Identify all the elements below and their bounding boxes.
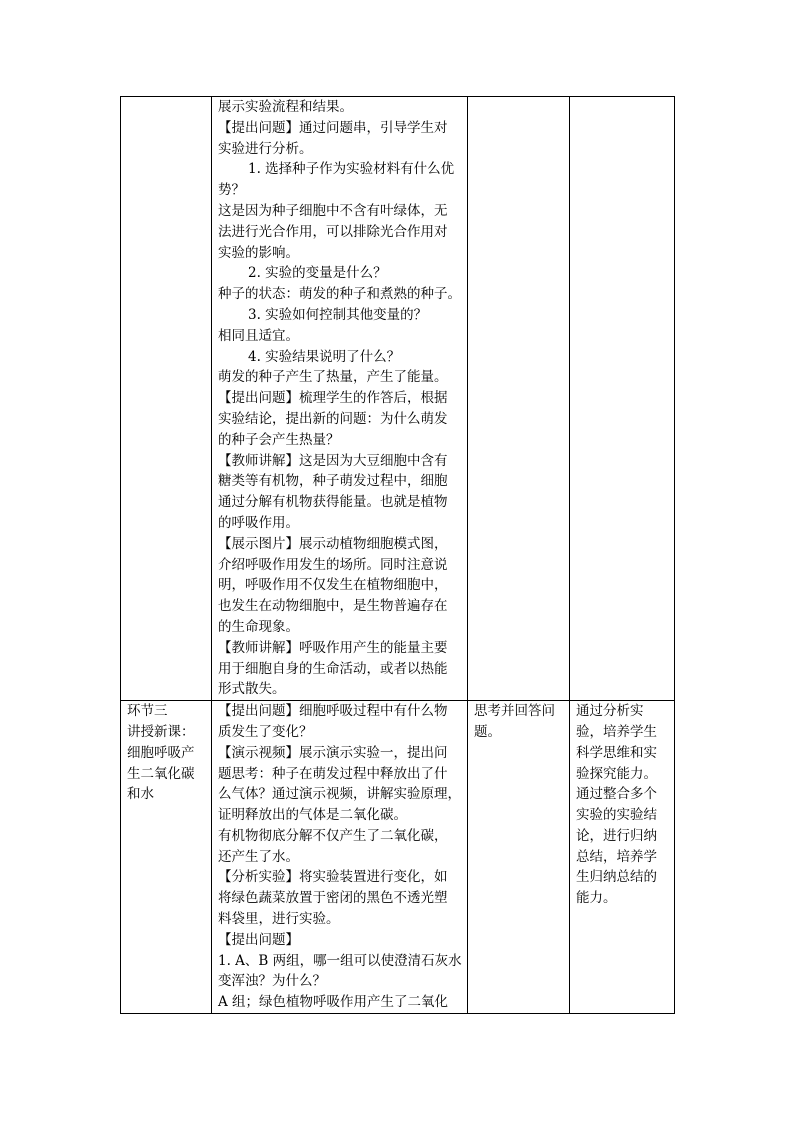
text-line: 验探究能力。 <box>576 765 657 782</box>
design-intent-cell <box>570 701 675 1014</box>
text-line: 通过整合多个 <box>576 786 657 803</box>
text-line: 细胞呼吸产 <box>127 744 195 761</box>
text-line: 质发生了变化？ <box>218 723 313 740</box>
text-line: 生二氧化碳 <box>127 765 195 782</box>
text-line: 科学思维和实 <box>576 744 657 761</box>
student-activity-cell <box>468 701 570 1014</box>
student-activity-cell <box>468 97 570 701</box>
text-line: 实验的实验结 <box>576 807 657 824</box>
text-line: 法进行光合作用，可以排除光合作用对 <box>218 223 448 240</box>
text-line: 相同且适宜。 <box>218 327 299 344</box>
lesson-plan-table <box>120 96 675 1014</box>
text-line: 题思考：种子在萌发过程中释放出了什 <box>218 765 448 782</box>
text-line: 实验结论，提出新的问题：为什么萌发 <box>218 410 448 427</box>
text-line: 料袋里，进行实验。 <box>218 911 340 928</box>
question-line: 1. 选择种子作为实验材料有什么优 <box>248 161 455 178</box>
text-line: 有机物彻底分解不仅产生了二氧化碳， <box>218 827 448 844</box>
text-line: 的种子会产生热量？ <box>218 431 340 448</box>
text-line: 【提出问题】 <box>218 931 299 948</box>
teacher-activity-cell <box>212 701 468 1014</box>
text-line: 还产生了水。 <box>218 848 299 865</box>
text-line: 展示实验流程和结果。 <box>218 99 353 115</box>
text-line: 的生命现象。 <box>218 618 299 635</box>
text-line: 萌发的种子产生了热量，产生了能量。 <box>218 369 448 386</box>
text-line: 用于细胞自身的生命活动，或者以热能 <box>218 660 448 677</box>
table-row <box>121 701 675 1014</box>
text-line: 【教师讲解】呼吸作用产生的能量主要 <box>218 639 448 656</box>
text-line: 和水 <box>127 786 154 803</box>
text-line: A 组；绿色植物呼吸作用产生了二氧化 <box>218 994 449 1011</box>
question-line: 4. 实验结果说明了什么？ <box>248 348 401 365</box>
text-line: 能力。 <box>576 890 617 907</box>
text-line: 验，培养学生 <box>576 723 657 740</box>
table-row <box>121 97 675 701</box>
text-line: 证明释放出的气体是二氧化碳。 <box>218 807 407 824</box>
text-line: 【分析实验】将实验装置进行变化，如 <box>218 869 448 886</box>
text-line: 形式散失。 <box>218 681 286 698</box>
text-line: 通过分析实 <box>576 703 644 720</box>
text-line: 题。 <box>474 723 501 740</box>
text-line: 将绿色蔬菜放置于密闭的黑色不透光塑 <box>218 890 448 907</box>
text-line: 【教师讲解】这是因为大豆细胞中含有 <box>218 452 448 469</box>
text-line: 介绍呼吸作用发生的场所。同时注意说 <box>218 556 448 573</box>
question-line: 2. 实验的变量是什么？ <box>248 265 387 282</box>
text-line: 【提出问题】通过问题串，引导学生对 <box>218 119 448 136</box>
text-line: 总结，培养学 <box>576 848 657 865</box>
text-line: 种子的状态：萌发的种子和煮熟的种子。 <box>218 286 461 303</box>
text-line: 糖类等有机物，种子萌发过程中，细胞 <box>218 473 448 490</box>
text-line: 变浑浊？为什么？ <box>218 973 326 990</box>
text-line: 实验进行分析。 <box>218 140 313 157</box>
text-line: 实验的影响。 <box>218 244 299 261</box>
stage-cell <box>121 701 212 1014</box>
text-line: 【提出问题】梳理学生的作答后，根据 <box>218 390 448 407</box>
text-line: 1. A、B 两组，哪一组可以使澄清石灰水 <box>218 952 462 969</box>
text-line: 明，呼吸作用不仅发生在植物细胞中， <box>218 577 448 594</box>
question-line: 3. 实验如何控制其他变量的？ <box>248 306 428 323</box>
text-line: 环节三 <box>127 703 168 720</box>
text-line: 思考并回答问 <box>474 703 555 720</box>
text-line: 生归纳总结的 <box>576 869 657 886</box>
text-line: 势？ <box>218 182 245 199</box>
text-line: 【展示图片】展示动植物细胞模式图， <box>218 535 448 552</box>
text-line: 【提出问题】细胞呼吸过程中有什么物 <box>218 703 448 720</box>
text-line: 也发生在动物细胞中，是生物普遍存在 <box>218 598 448 615</box>
teacher-activity-cell <box>212 97 468 701</box>
text-line: 【演示视频】展示演示实验一，提出问 <box>218 744 448 761</box>
stage-cell <box>121 97 212 701</box>
text-line: 的呼吸作用。 <box>218 514 299 531</box>
text-line: 讲授新课： <box>127 723 195 740</box>
design-intent-cell <box>570 97 675 701</box>
text-line: 通过分解有机物获得能量。也就是植物 <box>218 494 448 511</box>
text-line: 这是因为种子细胞中不含有叶绿体，无 <box>218 202 448 219</box>
text-line: 论，进行归纳 <box>576 827 657 844</box>
text-line: 么气体？通过演示视频，讲解实验原理， <box>218 786 461 803</box>
